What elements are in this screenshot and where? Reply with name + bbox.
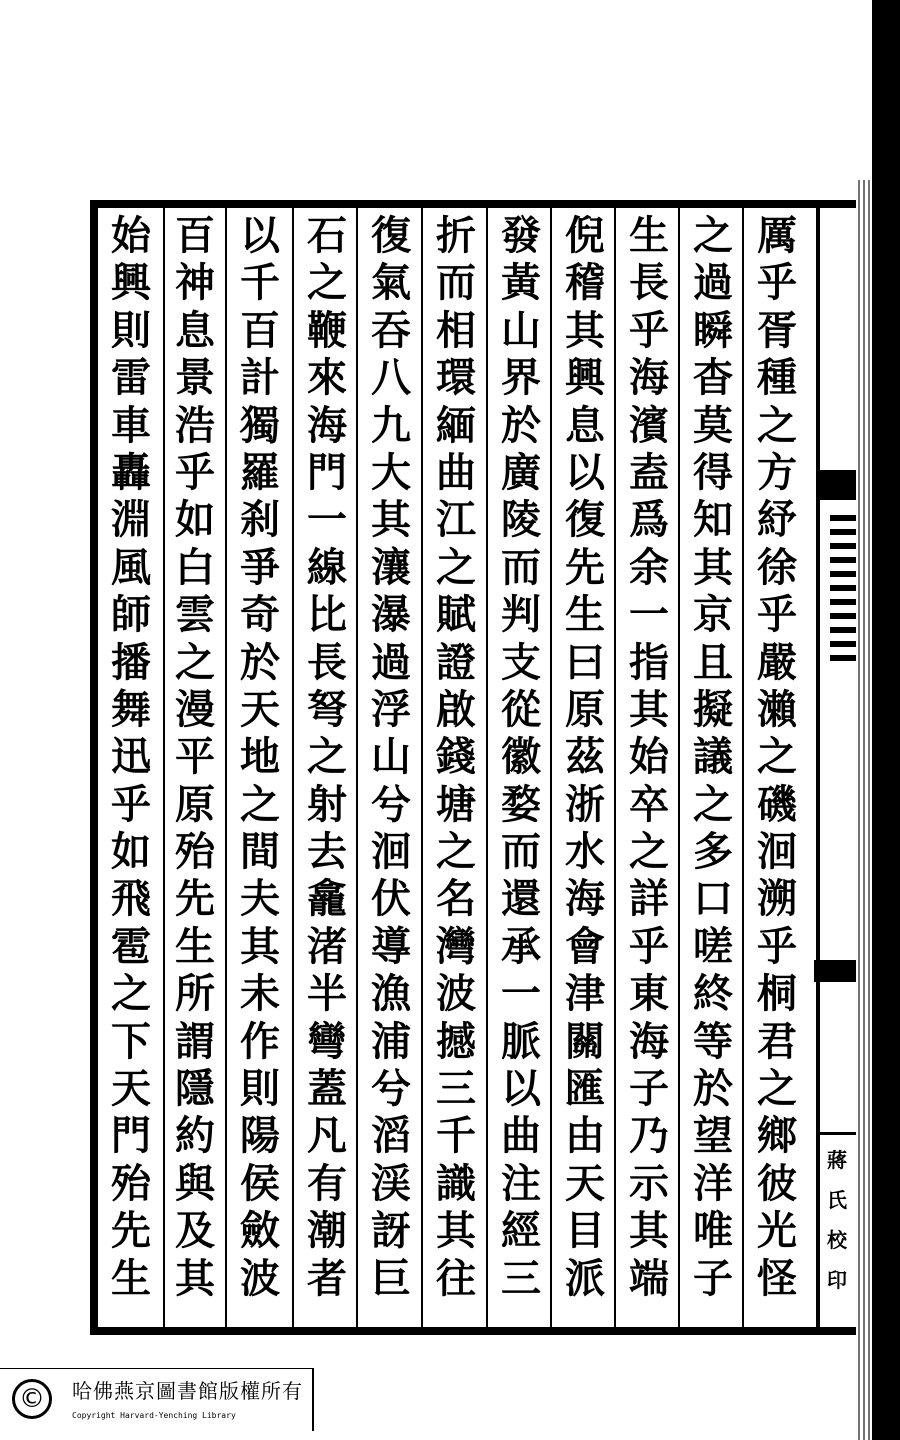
glyph: 錢	[436, 733, 476, 781]
glyph: 斂	[240, 1207, 280, 1255]
glyph: 訝	[371, 1207, 411, 1255]
glyph: 種	[757, 354, 797, 402]
glyph: 津	[565, 970, 605, 1018]
copyright-english: Copyright Harvard-Yenching Library	[72, 1411, 236, 1420]
glyph: 乎	[111, 780, 151, 828]
glyph: 兮	[371, 1065, 411, 1113]
glyph: 其	[175, 1254, 215, 1302]
glyph: 洋	[693, 1159, 733, 1207]
glyph: 注	[501, 1159, 541, 1207]
glyph: 蓋	[307, 1065, 347, 1113]
glyph: 乃	[629, 1112, 669, 1160]
glyph: 潮	[307, 1207, 347, 1255]
glyph: 則	[240, 1065, 280, 1113]
glyph: 瀨	[757, 685, 797, 733]
glyph: 計	[240, 354, 280, 402]
glyph: 乎	[757, 922, 797, 970]
glyph: 三	[436, 1065, 476, 1113]
glyph: 漁	[371, 970, 411, 1018]
glyph: 發	[501, 212, 541, 259]
glyph: 望	[693, 1112, 733, 1160]
glyph: 滔	[371, 1112, 411, 1160]
glyph: 刹	[240, 496, 280, 544]
glyph: 塘	[436, 780, 476, 828]
glyph: 陽	[240, 1112, 280, 1160]
glyph: 卒	[629, 780, 669, 828]
column-rule	[163, 208, 165, 1327]
glyph: 其	[693, 543, 733, 591]
text-column-1	[748, 212, 806, 1322]
glyph: 磯	[757, 780, 797, 828]
glyph: 車	[111, 401, 151, 449]
glyph: 莫	[693, 401, 733, 449]
glyph: 生	[565, 591, 605, 639]
glyph: 興	[565, 354, 605, 402]
glyph: 天	[111, 1065, 151, 1113]
glyph: 證	[436, 638, 476, 686]
glyph: 雹	[111, 922, 151, 970]
glyph: 京	[693, 591, 733, 639]
glyph: 陵	[501, 496, 541, 544]
glyph: 經	[501, 1207, 541, 1255]
glyph: 一	[629, 591, 669, 639]
glyph: 匯	[565, 1065, 605, 1113]
glyph: 擬	[693, 685, 733, 733]
glyph: 之	[757, 1065, 797, 1113]
glyph: 渓	[371, 1159, 411, 1207]
glyph: 之	[111, 970, 151, 1018]
text-column-4	[556, 212, 614, 1322]
glyph: 始	[111, 212, 151, 259]
glyph: 去	[307, 828, 347, 876]
glyph: 伏	[371, 875, 411, 923]
glyph: 溯	[757, 875, 797, 923]
glyph: 鞭	[307, 306, 347, 354]
glyph: 還	[501, 875, 541, 923]
glyph: 者	[307, 1254, 347, 1302]
text-column-10	[166, 212, 224, 1322]
glyph: 光	[757, 1207, 797, 1255]
glyph: 知	[693, 496, 733, 544]
glyph: 獨	[240, 401, 280, 449]
glyph: 之	[757, 733, 797, 781]
glyph: 相	[436, 306, 476, 354]
glyph: 胥	[757, 306, 797, 354]
glyph: 多	[693, 828, 733, 876]
glyph: 長	[307, 638, 347, 686]
glyph: 平	[175, 733, 215, 781]
glyph: 廣	[501, 448, 541, 496]
glyph: 氣	[371, 259, 411, 307]
glyph: 生	[111, 1254, 151, 1302]
glyph: 灣	[436, 922, 476, 970]
glyph: 原	[565, 685, 605, 733]
glyph: 渚	[307, 922, 347, 970]
glyph: 蔣	[827, 1148, 847, 1172]
glyph: 風	[111, 543, 151, 591]
glyph: 雷	[111, 354, 151, 402]
glyph: 水	[565, 828, 605, 876]
glyph: 興	[111, 259, 151, 307]
glyph: 其	[629, 685, 669, 733]
glyph: 往	[436, 1254, 476, 1302]
glyph: 殆	[111, 1159, 151, 1207]
column-rule	[421, 208, 423, 1327]
glyph: 下	[111, 1017, 151, 1065]
text-column-5	[492, 212, 550, 1322]
glyph: 漫	[175, 685, 215, 733]
glyph: 桐	[757, 970, 797, 1018]
glyph: 終	[693, 970, 733, 1018]
glyph: 如	[111, 828, 151, 876]
text-column-6	[427, 212, 485, 1322]
glyph: 等	[693, 1017, 733, 1065]
glyph: 啟	[436, 685, 476, 733]
glyph: 以	[240, 212, 280, 259]
glyph: 迅	[111, 733, 151, 781]
glyph: 及	[175, 1207, 215, 1255]
text-column-8	[298, 212, 356, 1322]
copyright-icon: ©	[12, 1379, 52, 1419]
glyph: 淵	[111, 496, 151, 544]
glyph: 之	[307, 259, 347, 307]
glyph: 侯	[240, 1159, 280, 1207]
glyph: 海	[307, 401, 347, 449]
glyph: 端	[629, 1254, 669, 1302]
glyph: 其	[436, 1207, 476, 1255]
glyph: 曰	[565, 638, 605, 686]
glyph: 徐	[757, 543, 797, 591]
glyph: 從	[501, 685, 541, 733]
glyph: 嚴	[757, 638, 797, 686]
glyph: 緬	[436, 401, 476, 449]
glyph: 師	[111, 591, 151, 639]
glyph: 其	[371, 496, 411, 544]
glyph: 瀑	[371, 591, 411, 639]
glyph: 之	[436, 543, 476, 591]
glyph: 得	[693, 448, 733, 496]
fold-page-mark	[830, 515, 856, 665]
text-column-2	[684, 212, 742, 1322]
glyph: 君	[757, 1017, 797, 1065]
glyph: 播	[111, 638, 151, 686]
glyph: 紓	[757, 496, 797, 544]
glyph: 彼	[757, 1159, 797, 1207]
glyph: 白	[175, 543, 215, 591]
glyph: 乎	[757, 259, 797, 307]
glyph: 石	[307, 212, 347, 259]
glyph: 約	[175, 1112, 215, 1160]
glyph: 奇	[240, 591, 280, 639]
glyph: 射	[307, 780, 347, 828]
column-rule	[614, 208, 616, 1327]
glyph: 乎	[629, 922, 669, 970]
glyph: 百	[175, 212, 215, 259]
glyph: 舞	[111, 685, 151, 733]
binding-edge	[858, 180, 872, 1440]
glyph: 浮	[371, 685, 411, 733]
glyph: 大	[371, 448, 411, 496]
glyph: 余	[629, 543, 669, 591]
glyph: 乎	[175, 448, 215, 496]
glyph: 之	[757, 401, 797, 449]
glyph: 由	[565, 1112, 605, 1160]
glyph: 脈	[501, 1017, 541, 1065]
glyph: 校	[827, 1228, 847, 1252]
glyph: 巨	[371, 1254, 411, 1302]
glyph: 先	[111, 1207, 151, 1255]
glyph: 唯	[693, 1207, 733, 1255]
glyph: 神	[175, 259, 215, 307]
glyph: 天	[240, 685, 280, 733]
glyph: 千	[436, 1112, 476, 1160]
glyph: 承	[501, 922, 541, 970]
glyph: 之	[436, 828, 476, 876]
glyph: 名	[436, 875, 476, 923]
glyph: 議	[693, 733, 733, 781]
fold-fishtail-mark	[816, 470, 856, 500]
glyph: 之	[307, 733, 347, 781]
glyph: 會	[565, 922, 605, 970]
glyph: 且	[693, 638, 733, 686]
glyph: 景	[175, 354, 215, 402]
glyph: 吞	[371, 306, 411, 354]
glyph: 於	[693, 1065, 733, 1113]
glyph: 嗟	[693, 922, 733, 970]
glyph: 八	[371, 354, 411, 402]
glyph: 氏	[827, 1188, 847, 1212]
glyph: 則	[111, 306, 151, 354]
glyph: 稽	[565, 259, 605, 307]
glyph: 百	[240, 306, 280, 354]
glyph: 其	[565, 306, 605, 354]
column-rule	[742, 208, 744, 1327]
glyph: 支	[501, 638, 541, 686]
glyph: 爲	[629, 496, 669, 544]
glyph: 瀼	[371, 543, 411, 591]
glyph: 轟	[111, 448, 151, 496]
glyph: 天	[565, 1159, 605, 1207]
column-rule	[678, 208, 680, 1327]
glyph: 鄉	[757, 1112, 797, 1160]
glyph: 一	[307, 496, 347, 544]
glyph: 怪	[757, 1254, 797, 1302]
glyph: 殆	[175, 828, 215, 876]
glyph: 之	[693, 212, 733, 259]
glyph: 乎	[757, 591, 797, 639]
glyph: 環	[436, 354, 476, 402]
glyph: 賦	[436, 591, 476, 639]
glyph: 浩	[175, 401, 215, 449]
glyph: 浙	[565, 780, 605, 828]
glyph: 乎	[629, 306, 669, 354]
glyph: 於	[501, 401, 541, 449]
glyph: 之	[175, 638, 215, 686]
glyph: 凡	[307, 1112, 347, 1160]
glyph: 之	[693, 780, 733, 828]
glyph: 茲	[565, 733, 605, 781]
glyph: 而	[436, 259, 476, 307]
glyph: 千	[240, 259, 280, 307]
glyph: 之	[240, 780, 280, 828]
imprint-text	[818, 1140, 856, 1300]
glyph: 原	[175, 780, 215, 828]
glyph: 浦	[371, 1017, 411, 1065]
text-column-9	[231, 212, 289, 1322]
glyph: 山	[501, 306, 541, 354]
glyph: 彎	[307, 1017, 347, 1065]
glyph: 其	[629, 1207, 669, 1255]
glyph: 飛	[111, 875, 151, 923]
glyph: 作	[240, 1017, 280, 1065]
glyph: 海	[629, 1017, 669, 1065]
glyph: 過	[693, 259, 733, 307]
glyph: 長	[629, 259, 669, 307]
glyph: 半	[307, 970, 347, 1018]
glyph: 山	[371, 733, 411, 781]
glyph: 以	[565, 448, 605, 496]
glyph: 派	[565, 1254, 605, 1302]
glyph: 界	[501, 354, 541, 402]
column-rule	[225, 208, 227, 1327]
glyph: 九	[371, 401, 411, 449]
glyph: 始	[629, 733, 669, 781]
glyph: 東	[629, 970, 669, 1018]
glyph: 間	[240, 828, 280, 876]
glyph: 洄	[757, 828, 797, 876]
glyph: 以	[501, 1065, 541, 1113]
glyph: 復	[371, 212, 411, 259]
glyph: 子	[693, 1254, 733, 1302]
glyph: 有	[307, 1159, 347, 1207]
glyph: 於	[240, 638, 280, 686]
glyph: 指	[629, 638, 669, 686]
glyph: 曲	[501, 1112, 541, 1160]
text-column-11	[102, 212, 160, 1322]
text-column-7	[362, 212, 420, 1322]
text-column-3	[620, 212, 678, 1322]
glyph: 地	[240, 733, 280, 781]
glyph: 謂	[175, 1017, 215, 1065]
column-rule	[356, 208, 358, 1327]
glyph: 盍	[629, 448, 669, 496]
glyph: 口	[693, 875, 733, 923]
glyph: 雲	[175, 591, 215, 639]
glyph: 印	[827, 1268, 847, 1292]
glyph: 與	[175, 1159, 215, 1207]
glyph: 方	[757, 448, 797, 496]
glyph: 隱	[175, 1065, 215, 1113]
glyph: 黃	[501, 259, 541, 307]
glyph: 折	[436, 212, 476, 259]
glyph: 海	[565, 875, 605, 923]
glyph: 息	[565, 401, 605, 449]
glyph: 撼	[436, 1017, 476, 1065]
glyph: 示	[629, 1159, 669, 1207]
glyph: 如	[175, 496, 215, 544]
glyph: 其	[240, 922, 280, 970]
glyph: 倪	[565, 212, 605, 259]
glyph: 先	[175, 875, 215, 923]
glyph: 未	[240, 970, 280, 1018]
glyph: 兮	[371, 780, 411, 828]
glyph: 復	[565, 496, 605, 544]
copyright-chinese: 哈佛燕京圖書館版權所有	[72, 1379, 303, 1403]
glyph: 一	[501, 970, 541, 1018]
glyph: 詳	[629, 875, 669, 923]
glyph: 之	[629, 828, 669, 876]
column-rule	[550, 208, 552, 1327]
glyph: 所	[175, 970, 215, 1018]
binding-strip	[872, 0, 900, 1440]
glyph: 徽	[501, 733, 541, 781]
glyph: 夫	[240, 875, 280, 923]
glyph: 比	[307, 591, 347, 639]
column-rule	[292, 208, 294, 1327]
glyph: 羅	[240, 448, 280, 496]
glyph: 龕	[307, 875, 347, 923]
glyph: 曲	[436, 448, 476, 496]
glyph: 息	[175, 306, 215, 354]
glyph: 而	[501, 828, 541, 876]
glyph: 江	[436, 496, 476, 544]
copyright-stamp	[0, 1368, 314, 1431]
glyph: 生	[629, 212, 669, 259]
glyph: 波	[240, 1254, 280, 1302]
glyph: 海	[629, 354, 669, 402]
glyph: 門	[307, 448, 347, 496]
glyph: 三	[501, 1254, 541, 1302]
glyph: 洄	[371, 828, 411, 876]
glyph: 線	[307, 543, 347, 591]
glyph: 先	[565, 543, 605, 591]
glyph: 弩	[307, 685, 347, 733]
glyph: 厲	[757, 212, 797, 259]
glyph: 而	[501, 543, 541, 591]
glyph: 目	[565, 1207, 605, 1255]
glyph: 來	[307, 354, 347, 402]
glyph: 婺	[501, 780, 541, 828]
glyph: 濱	[629, 401, 669, 449]
glyph: 波	[436, 970, 476, 1018]
glyph: 過	[371, 638, 411, 686]
glyph: 判	[501, 591, 541, 639]
glyph: 門	[111, 1112, 151, 1160]
glyph: 子	[629, 1065, 669, 1113]
glyph: 生	[175, 922, 215, 970]
glyph: 導	[371, 922, 411, 970]
column-rule	[486, 208, 488, 1327]
glyph: 杳	[693, 354, 733, 402]
glyph: 爭	[240, 543, 280, 591]
fold-lower-mark	[814, 960, 856, 982]
glyph: 識	[436, 1159, 476, 1207]
glyph: 瞬	[693, 306, 733, 354]
glyph: 關	[565, 1017, 605, 1065]
